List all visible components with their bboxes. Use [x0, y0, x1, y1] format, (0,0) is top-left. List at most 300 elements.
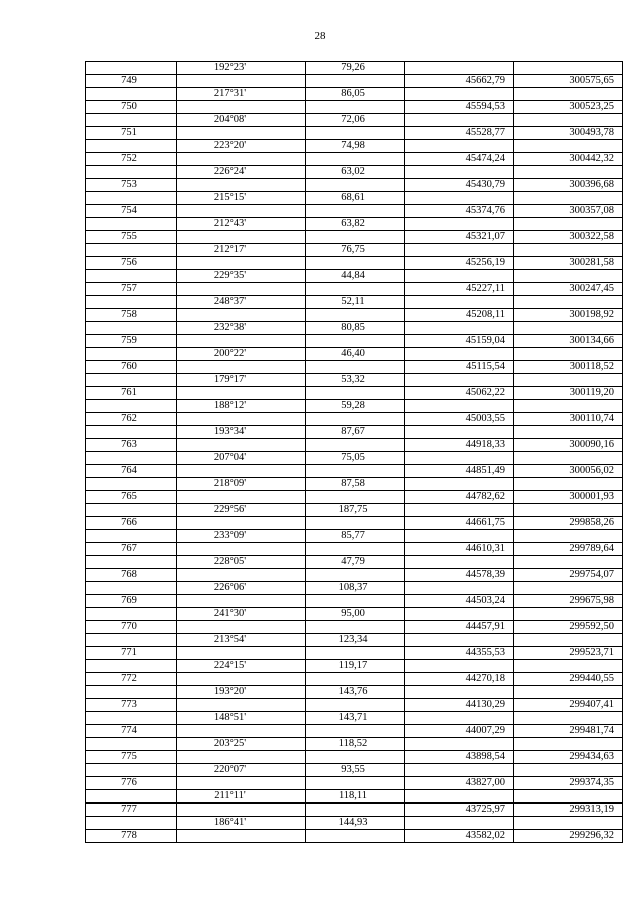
distance-cell: 87,67 — [306, 426, 405, 439]
distance-cell: 74,98 — [306, 140, 405, 153]
distance-cell: 123,34 — [306, 634, 405, 647]
x-coordinate-cell — [405, 296, 514, 309]
point-number-cell: 769 — [86, 595, 177, 608]
direction-angle-cell — [177, 244, 306, 257]
y-coordinate-cell: 299523,71 — [514, 647, 623, 660]
x-coordinate-cell: 44457,91 — [405, 621, 514, 634]
x-coordinate-cell — [405, 790, 514, 804]
x-coordinate-cell: 44610,31 — [405, 543, 514, 556]
point-number-cell — [86, 738, 177, 751]
distance-cell — [306, 595, 405, 608]
y-coordinate-cell — [514, 504, 623, 517]
point-number-cell — [86, 478, 177, 491]
point-number-cell — [86, 712, 177, 725]
y-coordinate-cell — [514, 270, 623, 283]
point-number-cell — [86, 530, 177, 543]
distance-cell — [306, 699, 405, 712]
point-number-cell — [86, 140, 177, 153]
distance-cell — [306, 491, 405, 504]
y-coordinate-cell: 300322,58 — [514, 231, 623, 244]
distance-cell — [306, 543, 405, 556]
y-coordinate-cell — [514, 244, 623, 257]
direction-angle-cell — [177, 62, 306, 75]
direction-angle-cell — [177, 504, 306, 517]
y-coordinate-cell: 299434,63 — [514, 751, 623, 764]
point-number-cell — [86, 504, 177, 517]
table-row — [86, 556, 623, 569]
distance-cell: 144,93 — [306, 817, 405, 830]
y-coordinate-cell: 299440,55 — [514, 673, 623, 686]
table-row — [86, 413, 623, 426]
x-coordinate-cell — [405, 634, 514, 647]
direction-angle-text: 179°17' — [213, 374, 247, 385]
direction-angle-text: 192°23' — [213, 62, 247, 73]
distance-cell: 68,61 — [306, 192, 405, 205]
table-row — [86, 88, 623, 101]
distance-cell: 187,75 — [306, 504, 405, 517]
y-coordinate-cell — [514, 452, 623, 465]
direction-angle-text: 218°09' — [213, 478, 247, 489]
direction-angle-cell — [177, 491, 306, 504]
table-row — [86, 699, 623, 712]
table-row — [86, 153, 623, 166]
point-number-cell: 776 — [86, 777, 177, 790]
point-number-cell — [86, 686, 177, 699]
x-coordinate-cell — [405, 738, 514, 751]
x-coordinate-cell: 45474,24 — [405, 153, 514, 166]
point-number-cell: 749 — [86, 75, 177, 88]
distance-cell — [306, 569, 405, 582]
y-coordinate-cell — [514, 348, 623, 361]
y-coordinate-cell — [514, 686, 623, 699]
distance-cell — [306, 231, 405, 244]
x-coordinate-cell — [405, 712, 514, 725]
direction-angle-cell — [177, 400, 306, 413]
table-row — [86, 192, 623, 205]
direction-angle-text: 232°38' — [213, 322, 247, 333]
point-number-cell: 753 — [86, 179, 177, 192]
y-coordinate-cell — [514, 790, 623, 804]
x-coordinate-cell — [405, 478, 514, 491]
point-number-cell: 761 — [86, 387, 177, 400]
y-coordinate-cell — [514, 634, 623, 647]
distance-cell — [306, 673, 405, 686]
direction-angle-cell — [177, 777, 306, 790]
distance-cell: 119,17 — [306, 660, 405, 673]
table-row — [86, 140, 623, 153]
x-coordinate-cell — [405, 218, 514, 231]
distance-cell: 108,37 — [306, 582, 405, 595]
distance-cell — [306, 725, 405, 738]
table-row — [86, 777, 623, 790]
direction-angle-text: 229°56' — [213, 504, 247, 515]
table-row — [86, 530, 623, 543]
direction-angle-cell — [177, 660, 306, 673]
point-number-cell — [86, 296, 177, 309]
y-coordinate-cell — [514, 556, 623, 569]
table-row — [86, 582, 623, 595]
direction-angle-cell — [177, 803, 306, 817]
y-coordinate-cell: 300493,78 — [514, 127, 623, 140]
direction-angle-cell — [177, 75, 306, 88]
direction-angle-cell — [177, 426, 306, 439]
table-row — [86, 764, 623, 777]
direction-angle-cell — [177, 387, 306, 400]
y-coordinate-cell — [514, 426, 623, 439]
x-coordinate-cell: 44503,24 — [405, 595, 514, 608]
direction-angle-cell — [177, 478, 306, 491]
x-coordinate-cell: 45003,55 — [405, 413, 514, 426]
x-coordinate-cell — [405, 556, 514, 569]
direction-angle-cell — [177, 634, 306, 647]
y-coordinate-cell: 300357,08 — [514, 205, 623, 218]
distance-cell — [306, 75, 405, 88]
direction-angle-text: 193°34' — [213, 426, 247, 437]
point-number-cell — [86, 634, 177, 647]
direction-angle-text: 204°08' — [213, 114, 247, 125]
distance-cell: 118,11 — [306, 790, 405, 804]
direction-angle-cell — [177, 153, 306, 166]
table-row — [86, 257, 623, 270]
direction-angle-cell — [177, 166, 306, 179]
y-coordinate-cell — [514, 166, 623, 179]
direction-angle-text: 217°31' — [213, 88, 247, 99]
point-number-cell: 770 — [86, 621, 177, 634]
distance-cell: 93,55 — [306, 764, 405, 777]
point-number-cell — [86, 452, 177, 465]
direction-angle-text: 228°05' — [213, 556, 247, 567]
table-row — [86, 621, 623, 634]
x-coordinate-cell: 45115,54 — [405, 361, 514, 374]
table-row — [86, 504, 623, 517]
direction-angle-text: 188°12' — [213, 400, 247, 411]
point-number-cell — [86, 582, 177, 595]
direction-angle-text: 203°25' — [213, 738, 247, 749]
x-coordinate-cell: 45256,19 — [405, 257, 514, 270]
direction-angle-cell — [177, 530, 306, 543]
y-coordinate-cell: 299789,64 — [514, 543, 623, 556]
distance-cell: 76,75 — [306, 244, 405, 257]
point-number-cell: 772 — [86, 673, 177, 686]
distance-cell: 79,26 — [306, 62, 405, 75]
table-row — [86, 439, 623, 452]
y-coordinate-cell — [514, 608, 623, 621]
distance-cell: 53,32 — [306, 374, 405, 387]
point-number-cell: 775 — [86, 751, 177, 764]
point-number-cell: 751 — [86, 127, 177, 140]
y-coordinate-cell: 300001,93 — [514, 491, 623, 504]
y-coordinate-cell — [514, 374, 623, 387]
coordinates-table — [85, 61, 623, 843]
table-row — [86, 374, 623, 387]
x-coordinate-cell — [405, 62, 514, 75]
table-row — [86, 465, 623, 478]
direction-angle-cell — [177, 322, 306, 335]
distance-cell — [306, 361, 405, 374]
direction-angle-cell — [177, 179, 306, 192]
y-coordinate-cell: 299592,50 — [514, 621, 623, 634]
point-number-cell — [86, 270, 177, 283]
distance-cell — [306, 127, 405, 140]
direction-angle-cell — [177, 348, 306, 361]
x-coordinate-cell: 44851,49 — [405, 465, 514, 478]
y-coordinate-cell: 299675,98 — [514, 595, 623, 608]
table-row — [86, 738, 623, 751]
point-number-cell: 777 — [86, 803, 177, 817]
x-coordinate-cell: 43898,54 — [405, 751, 514, 764]
table-row — [86, 348, 623, 361]
direction-angle-cell — [177, 725, 306, 738]
y-coordinate-cell: 300247,45 — [514, 283, 623, 296]
direction-angle-text: 229°35' — [213, 270, 247, 281]
y-coordinate-cell — [514, 660, 623, 673]
point-number-cell: 767 — [86, 543, 177, 556]
point-number-cell — [86, 244, 177, 257]
distance-cell: 44,84 — [306, 270, 405, 283]
direction-angle-cell — [177, 374, 306, 387]
x-coordinate-cell — [405, 374, 514, 387]
table-row — [86, 231, 623, 244]
y-coordinate-cell — [514, 88, 623, 101]
direction-angle-cell — [177, 296, 306, 309]
table-row — [86, 400, 623, 413]
table-row — [86, 322, 623, 335]
distance-cell — [306, 309, 405, 322]
point-number-cell: 766 — [86, 517, 177, 530]
distance-cell — [306, 517, 405, 530]
point-number-cell — [86, 62, 177, 75]
y-coordinate-cell — [514, 140, 623, 153]
point-number-cell: 774 — [86, 725, 177, 738]
x-coordinate-cell: 45321,07 — [405, 231, 514, 244]
y-coordinate-cell: 300575,65 — [514, 75, 623, 88]
table-row — [86, 179, 623, 192]
x-coordinate-cell: 44355,53 — [405, 647, 514, 660]
distance-cell — [306, 153, 405, 166]
direction-angle-cell — [177, 517, 306, 530]
x-coordinate-cell: 44578,39 — [405, 569, 514, 582]
y-coordinate-cell: 299296,32 — [514, 830, 623, 843]
distance-cell: 143,76 — [306, 686, 405, 699]
distance-cell: 85,77 — [306, 530, 405, 543]
direction-angle-cell — [177, 101, 306, 114]
direction-angle-text: 213°54' — [213, 634, 247, 645]
distance-cell: 143,71 — [306, 712, 405, 725]
y-coordinate-cell — [514, 764, 623, 777]
y-coordinate-cell: 299858,26 — [514, 517, 623, 530]
direction-angle-cell — [177, 231, 306, 244]
x-coordinate-cell: 45594,53 — [405, 101, 514, 114]
point-number-cell: 754 — [86, 205, 177, 218]
point-number-cell — [86, 400, 177, 413]
y-coordinate-cell: 300134,66 — [514, 335, 623, 348]
table-row — [86, 296, 623, 309]
x-coordinate-cell — [405, 348, 514, 361]
distance-cell — [306, 465, 405, 478]
distance-cell — [306, 257, 405, 270]
table-row — [86, 634, 623, 647]
page-number: 28 — [314, 30, 326, 42]
point-number-cell: 765 — [86, 491, 177, 504]
table-row — [86, 426, 623, 439]
y-coordinate-cell: 300281,58 — [514, 257, 623, 270]
point-number-cell — [86, 764, 177, 777]
x-coordinate-cell: 44270,18 — [405, 673, 514, 686]
x-coordinate-cell: 45528,77 — [405, 127, 514, 140]
distance-cell — [306, 335, 405, 348]
y-coordinate-cell — [514, 582, 623, 595]
x-coordinate-cell — [405, 530, 514, 543]
y-coordinate-cell: 300119,20 — [514, 387, 623, 400]
x-coordinate-cell: 43582,02 — [405, 830, 514, 843]
direction-angle-cell — [177, 712, 306, 725]
distance-cell: 80,85 — [306, 322, 405, 335]
x-coordinate-cell — [405, 608, 514, 621]
direction-angle-text: 207°04' — [213, 452, 247, 463]
x-coordinate-cell: 45208,11 — [405, 309, 514, 322]
direction-angle-cell — [177, 608, 306, 621]
distance-cell: 46,40 — [306, 348, 405, 361]
table-row — [86, 309, 623, 322]
direction-angle-cell — [177, 621, 306, 634]
distance-cell — [306, 205, 405, 218]
direction-angle-text: 220°07' — [213, 764, 247, 775]
point-number-cell: 763 — [86, 439, 177, 452]
y-coordinate-cell — [514, 817, 623, 830]
direction-angle-cell — [177, 790, 306, 804]
point-number-cell — [86, 660, 177, 673]
y-coordinate-cell: 299374,35 — [514, 777, 623, 790]
point-number-cell — [86, 790, 177, 804]
y-coordinate-cell — [514, 114, 623, 127]
x-coordinate-cell: 45430,79 — [405, 179, 514, 192]
point-number-cell: 764 — [86, 465, 177, 478]
point-number-cell: 771 — [86, 647, 177, 660]
x-coordinate-cell: 45062,22 — [405, 387, 514, 400]
point-number-cell — [86, 218, 177, 231]
table-row — [86, 335, 623, 348]
y-coordinate-cell — [514, 400, 623, 413]
table-row — [86, 790, 623, 804]
point-number-cell — [86, 426, 177, 439]
x-coordinate-cell: 45159,04 — [405, 335, 514, 348]
table-row — [86, 595, 623, 608]
direction-angle-cell — [177, 257, 306, 270]
x-coordinate-cell — [405, 270, 514, 283]
x-coordinate-cell — [405, 660, 514, 673]
distance-cell — [306, 283, 405, 296]
y-coordinate-cell: 300198,92 — [514, 309, 623, 322]
distance-cell — [306, 647, 405, 660]
table-row — [86, 569, 623, 582]
direction-angle-text: 233°09' — [213, 530, 247, 541]
direction-angle-text: 223°20' — [213, 140, 247, 151]
x-coordinate-cell: 43725,97 — [405, 803, 514, 817]
distance-cell: 52,11 — [306, 296, 405, 309]
point-number-cell: 756 — [86, 257, 177, 270]
direction-angle-cell — [177, 817, 306, 830]
y-coordinate-cell: 299313,19 — [514, 803, 623, 817]
distance-cell: 75,05 — [306, 452, 405, 465]
direction-angle-cell — [177, 751, 306, 764]
table-row — [86, 686, 623, 699]
direction-angle-cell — [177, 335, 306, 348]
direction-angle-text: 212°17' — [213, 244, 247, 255]
y-coordinate-cell: 300442,32 — [514, 153, 623, 166]
x-coordinate-cell: 45662,79 — [405, 75, 514, 88]
distance-cell: 72,06 — [306, 114, 405, 127]
direction-angle-text: 186°41' — [213, 817, 247, 828]
direction-angle-text: 226°24' — [213, 166, 247, 177]
table-row — [86, 166, 623, 179]
table-row — [86, 673, 623, 686]
point-number-cell: 757 — [86, 283, 177, 296]
x-coordinate-cell — [405, 817, 514, 830]
table-body — [86, 62, 623, 843]
direction-angle-cell — [177, 127, 306, 140]
point-number-cell: 773 — [86, 699, 177, 712]
direction-angle-cell — [177, 764, 306, 777]
direction-angle-text: 193°20' — [213, 686, 247, 697]
table-row — [86, 725, 623, 738]
point-number-cell: 762 — [86, 413, 177, 426]
direction-angle-text: 248°37' — [213, 296, 247, 307]
table-row — [86, 218, 623, 231]
distance-cell — [306, 621, 405, 634]
x-coordinate-cell — [405, 504, 514, 517]
table-row — [86, 751, 623, 764]
y-coordinate-cell — [514, 62, 623, 75]
y-coordinate-cell — [514, 218, 623, 231]
y-coordinate-cell — [514, 192, 623, 205]
table-row — [86, 543, 623, 556]
direction-angle-text: 241°30' — [213, 608, 247, 619]
direction-angle-text: 200°22' — [213, 348, 247, 359]
table-row — [86, 270, 623, 283]
y-coordinate-cell: 299754,07 — [514, 569, 623, 582]
table-row — [86, 452, 623, 465]
table-row — [86, 803, 623, 817]
y-coordinate-cell: 300056,02 — [514, 465, 623, 478]
direction-angle-cell — [177, 673, 306, 686]
point-number-cell — [86, 608, 177, 621]
y-coordinate-cell: 300090,16 — [514, 439, 623, 452]
distance-cell — [306, 830, 405, 843]
direction-angle-cell — [177, 699, 306, 712]
direction-angle-text: 215°15' — [213, 192, 247, 203]
direction-angle-text: 226°06' — [213, 582, 247, 593]
direction-angle-cell — [177, 192, 306, 205]
direction-angle-cell — [177, 140, 306, 153]
x-coordinate-cell: 45374,76 — [405, 205, 514, 218]
direction-angle-cell — [177, 218, 306, 231]
distance-cell: 59,28 — [306, 400, 405, 413]
table-row — [86, 478, 623, 491]
point-number-cell — [86, 322, 177, 335]
point-number-cell — [86, 556, 177, 569]
x-coordinate-cell — [405, 192, 514, 205]
x-coordinate-cell: 44782,62 — [405, 491, 514, 504]
table-row — [86, 387, 623, 400]
distance-cell: 95,00 — [306, 608, 405, 621]
distance-cell — [306, 777, 405, 790]
x-coordinate-cell — [405, 686, 514, 699]
y-coordinate-cell — [514, 322, 623, 335]
direction-angle-cell — [177, 738, 306, 751]
y-coordinate-cell — [514, 296, 623, 309]
distance-cell: 87,58 — [306, 478, 405, 491]
point-number-cell: 768 — [86, 569, 177, 582]
